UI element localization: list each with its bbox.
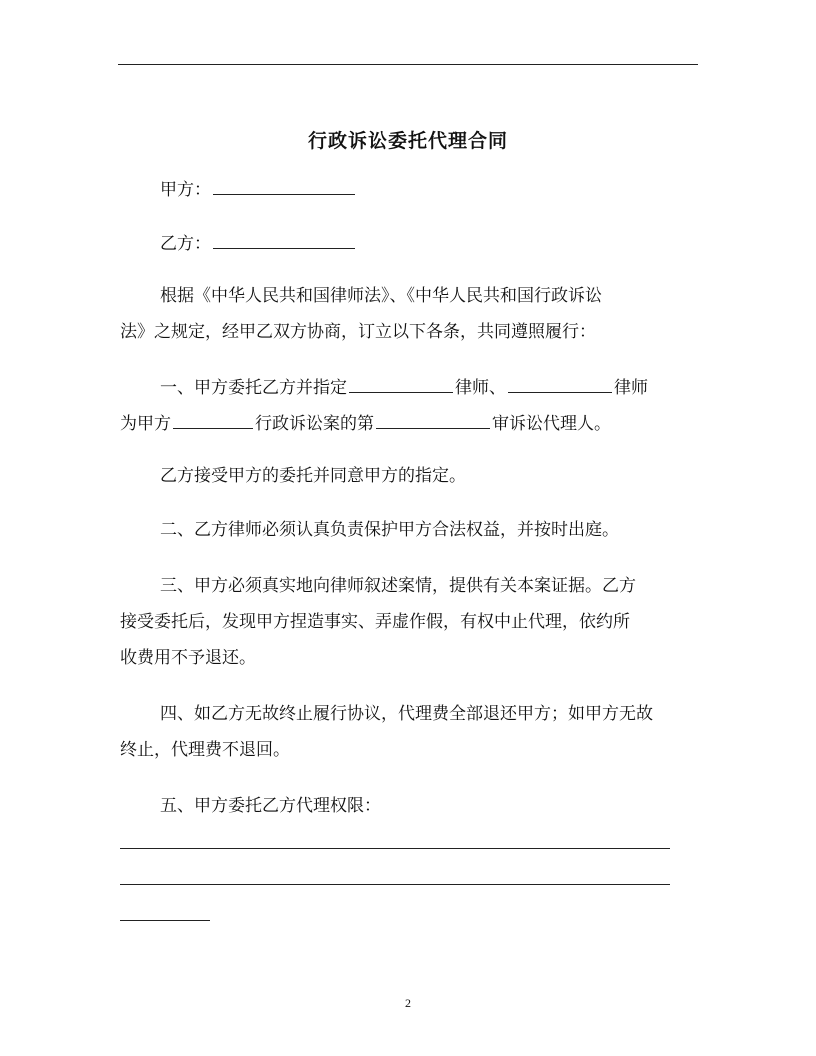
party-a-name-blank[interactable] [173,410,253,429]
instance-blank[interactable] [376,410,490,429]
party-a-line [160,176,357,202]
clause1-text-2: 律师、 [455,378,506,398]
authority-blank-line-1[interactable] [120,848,670,849]
clause4-line-2: 终止，代理费不退回。 [120,740,290,760]
intro-line-2: 法》之规定，经甲乙双方协商，订立以下各条，共同遵照履行： [120,322,596,342]
clause1-text-3: 律师 [614,378,648,398]
clause1-text-4: 为甲方 [120,414,171,434]
clause1-text-6: 审诉讼代理人。 [492,414,611,434]
party-b-label: 乙方： [160,234,211,254]
authority-blank-line-2[interactable] [120,884,670,885]
clause4-line-1: 四、如乙方无故终止履行协议，代理费全部退还甲方；如甲方无故 [160,704,653,724]
party-a-label: 甲方： [160,180,211,200]
page-number: 2 [405,996,411,1010]
lawyer-1-blank[interactable] [349,374,453,393]
party-b-line [160,230,357,256]
authority-blank-line-3[interactable] [120,920,210,921]
header-rule [118,64,698,65]
intro-line-1: 根据《中华人民共和国律师法》、《中华人民共和国行政诉讼 [160,286,602,306]
clause1-text-1: 一、甲方委托乙方并指定 [160,378,347,398]
clause1-line-1 [160,374,648,400]
party-a-blank[interactable] [213,176,355,195]
clause3-line-2: 接受委托后，发现甲方捏造事实、弄虚作假，有权中止代理，依约所 [120,612,630,632]
document-title: 行政诉讼委托代理合同 [307,130,508,152]
acceptance-line: 乙方接受甲方的委托并同意甲方的指定。 [160,466,466,486]
clause3-line-1: 三、甲方必须真实地向律师叙述案情，提供有关本案证据。乙方 [160,576,636,596]
clause1-text-5: 行政诉讼案的第 [255,414,374,434]
clause1-line-2 [120,410,611,436]
clause2-line: 二、乙方律师必须认真负责保护甲方合法权益，并按时出庭。 [160,520,619,540]
party-b-blank[interactable] [213,230,355,249]
clause3-line-3: 收费用不予退还。 [120,648,256,668]
lawyer-2-blank[interactable] [508,374,612,393]
clause5-line: 五、甲方委托乙方代理权限： [160,796,381,816]
